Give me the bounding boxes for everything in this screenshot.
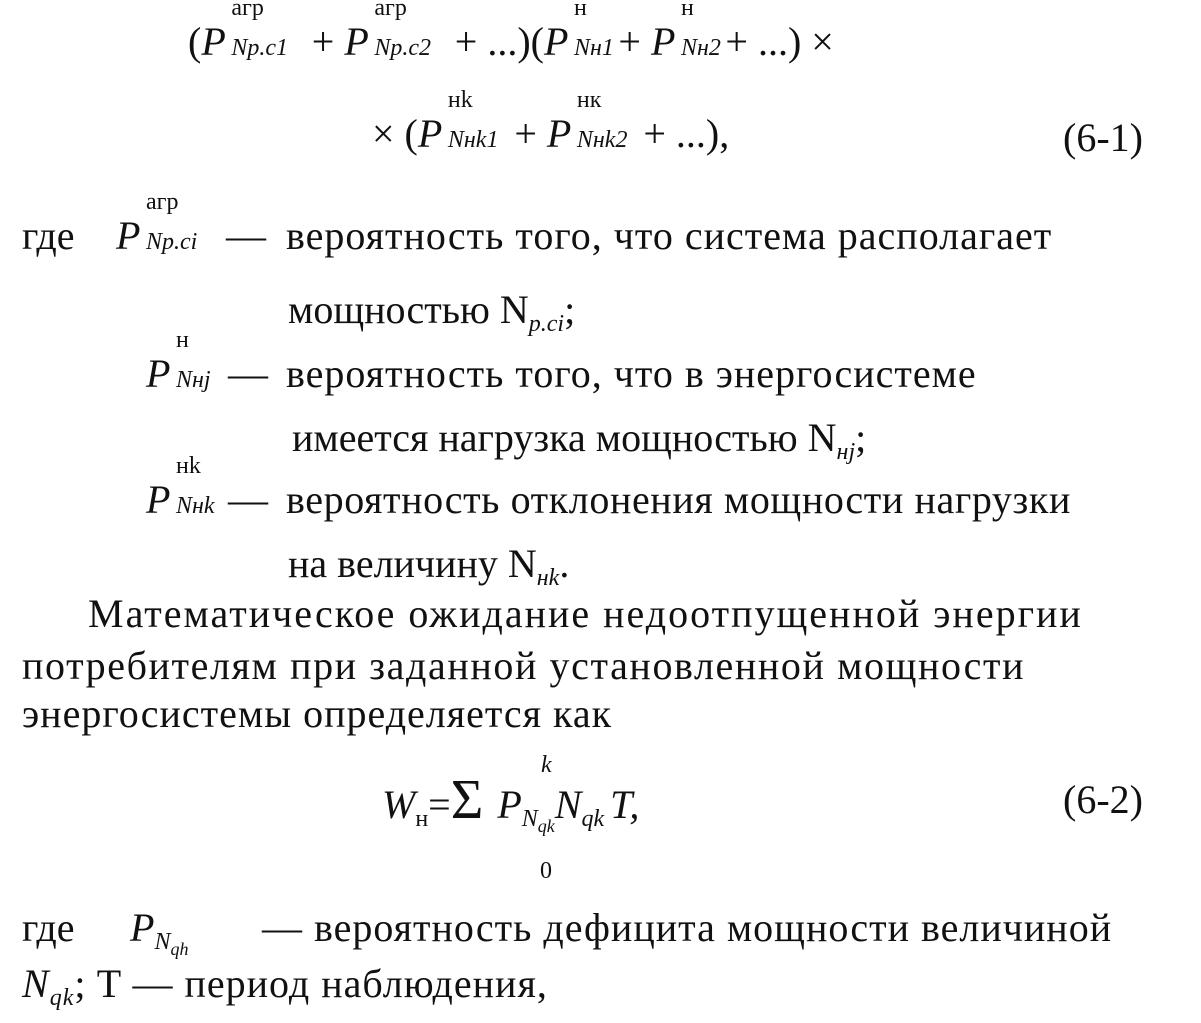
definition-where-label: где [22,213,75,258]
equation-number-6-1: (6-1) [1063,115,1143,160]
definition-text-2b: имеется нагрузка мощностью $N_{нj}$; [292,415,867,465]
equation-number-6-2: (6-2) [1063,777,1143,822]
definition2-text-1: — вероятность дефицита мощности величиной [262,905,1113,950]
definition-text-1: вероятность того, что система располагает [286,213,1053,258]
definition2-symbol: $P_{N_{qh}}$ [130,905,189,959]
equation-6-1-line-2: × (P нk Nнk1 + P нк Nнk2 + ...), [372,87,730,156]
paragraph-line-2: потребителям при заданной установленной мощности [22,643,1026,688]
definition-symbol-p-agr: P агр Np.ci [116,189,198,258]
equation-6-1-line-1: (P агр Np.c1 + P агр Np.c2 + ...)(P н Nн1 + P н Nн2 + ...) × [188,0,834,64]
paragraph-line-1: Математическое ожидание недоотпущенной энергии [88,591,1083,636]
definition-text-1b: мощностью $N_{p.ci}$; [288,287,576,337]
sum-upper-limit: k [541,752,552,778]
definition-dash: — [228,477,268,522]
paragraph-line-3: энергосистемы определяется как [22,691,613,736]
definition-text-2: вероятность того, что в энергосистеме [286,351,977,396]
definition-dash: — [226,213,266,258]
definition-dash: — [228,351,268,396]
equation-6-2: $W_н=\Sigma$ $P_{N_{qk}}N_{qk}$ T, [382,769,640,836]
definition2-where-label: где [22,905,75,950]
definition2-text-2: $N_{qk}$; T — период наблюдения, [22,961,548,1011]
definition-text-3: вероятность отклонения мощности нагрузки [286,477,1071,522]
sum-lower-limit: 0 [540,858,552,884]
definition-symbol-p-nk: P нk Nнk [146,453,215,522]
definition-text-3b: на величину $N_{нk}$. [288,541,570,591]
definition-symbol-p-n: P н Nнj [146,327,211,396]
